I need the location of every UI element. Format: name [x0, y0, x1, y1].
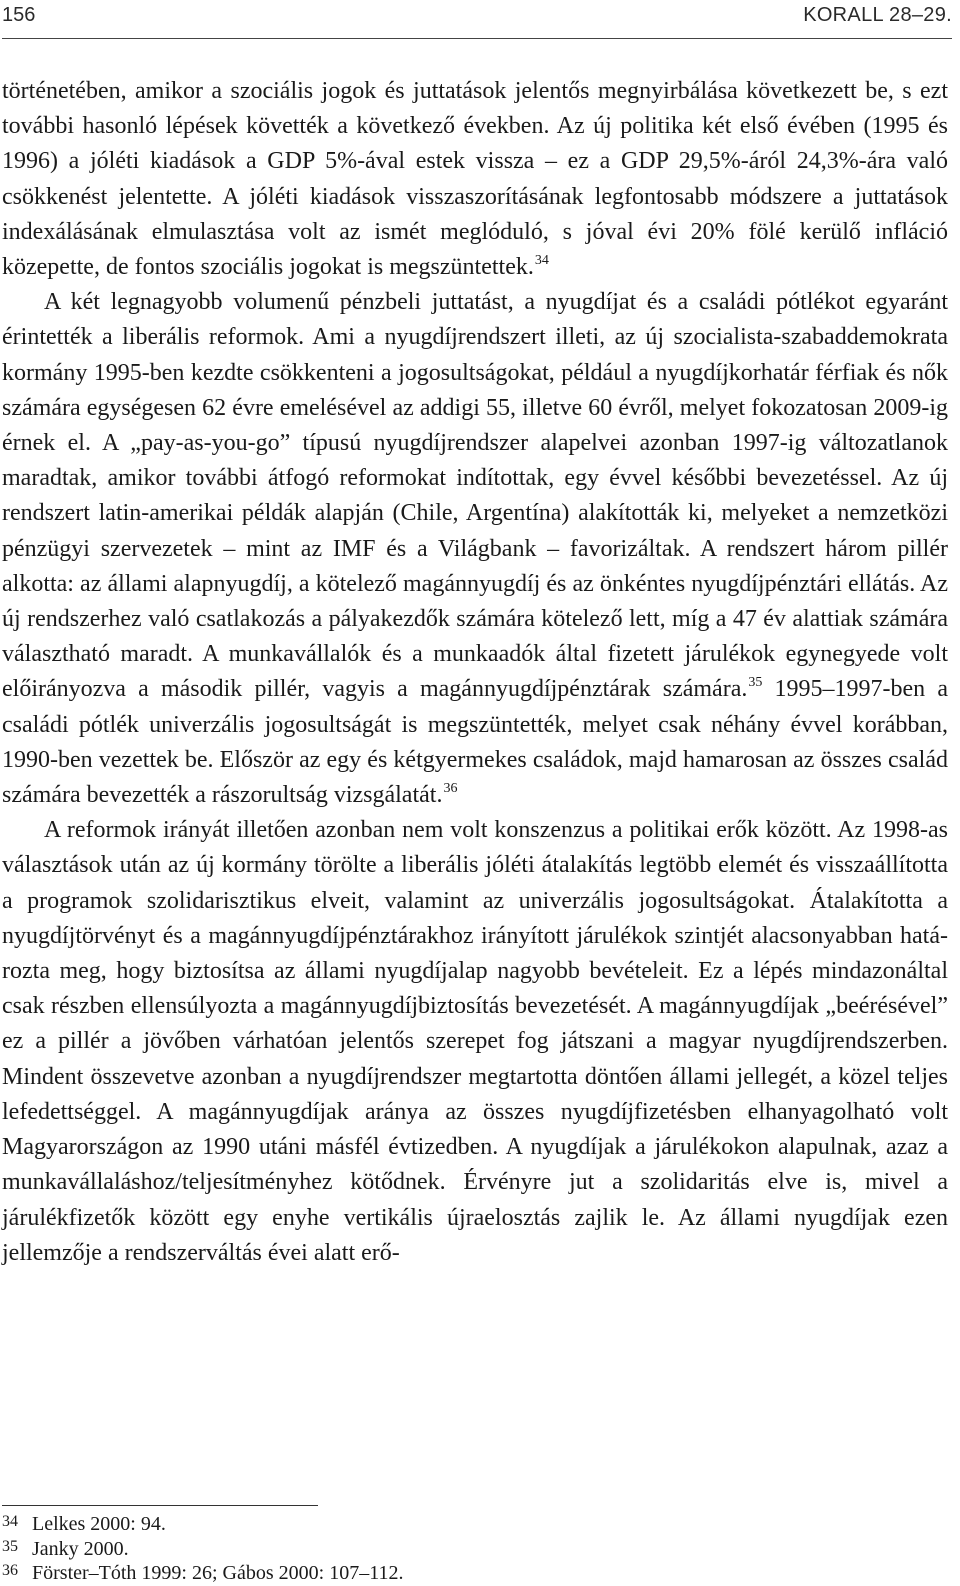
journal-title: KORALL 28–29.: [803, 4, 952, 26]
footnote-reference[interactable]: 34: [534, 253, 549, 269]
body-paragraph: [2, 813, 948, 1271]
page-number: 156: [2, 4, 36, 26]
body-paragraph: [2, 74, 948, 285]
footnote-item: [2, 1537, 902, 1562]
body-paragraph: [2, 285, 948, 813]
paragraph-text: történetében, amikor a szociális jogok és juttatások jelentős megnyirbálása következett be, s ezt további hasonló lépések követték a következő években. Az új politika két első évében (1995 és 1996) a jóléti kiadások a GDP 5%-ával estek vissza – ez a GDP 29,5%-áról 24,3%-ára való csökkenést jelentette. A jóléti kiadások visszaszorításának legfontosabb módszere a juttatások indexálásának elmulasztása volt az ismét meglóduló, s jóval évi 20% fölé kerülő infláció közepette, de fontos szociális jogokat is megszüntettek.: [2, 78, 948, 281]
footnote-number: 34: [2, 1513, 18, 1530]
footnote-reference[interactable]: 35: [748, 675, 763, 691]
footnote-text: Lelkes 2000: 94.: [32, 1513, 166, 1535]
running-header: [2, 0, 952, 39]
footnote-text: Janky 2000.: [32, 1537, 129, 1560]
paragraph-text: A két legnagyobb volumenű pénzbeli juttatást, a nyugdíjat és a családi pótlékot egyaránt érintették a liberális reformok. Ami a nyugdíjrendszert illeti, az új szocialista-szabaddemokrata kormány 1995-ben kezdte csökkenteni a jogosultságokat, például a nyugdíjkorhatár férfiak és nők számára egységesen 62 évre emelésével az addigi 55, illetve 60 évről, melyet fokozatosan 2009-ig érnek el. A „pay-as-you-go” típusú nyugdíjrendszer alapelvei azonban 1997-ig változatlanok maradtak, amikor további átfogó reformokat indítottak, egy évvel későbbi bevezetéssel. Az új rendszert latin-amerikai példák alapján (Chile, Argentína) alakították ki, melyeket a nemzetközi pénzügyi szervezetek – mint az IMF és a Világbank – favorizáltak. A rendszert három pillér alkotta: az állami alapnyugdíj, a kötelező magánnyugdíj és az önkéntes nyugdíjpénztári ellátás. Az új rendszerhez való csatlakozás a pályakezdők számára kötelező lett, míg a 47 év alattiak számára választható maradt. A munkavállalók és a munkaadók által fizetett járulékok egynegyede volt előirányozva a második pillér, vagyis a magánnyugdíjpénztárak számára.: [2, 289, 948, 703]
footnote-number: 35: [2, 1537, 18, 1555]
paragraph-text: A reformok irányát illetően azonban nem volt konszenzus a politikai erők között. Az 1998-as választások után az új kormány törölte a liberális jóléti átalakítás legtöbb elemét és visszaállította a programok szolidarisztikus elveit, valamint az univerzális jogosultságokat. Átalakította a nyugdíjtörvényt és a magánnyugdíjpénztárakhoz irányított járulékok szintjét alacsonyabban határozta meg, hogy biztosítsa az állami nyugdíjalap nagyobb bevételeit. Ez a lépés mindazonáltal csak részben ellensúlyozta a magánnyugdíjbiztosítás bevezetését. A magánnyugdíjak „beérésével” ez a pillér a jövőben várhatóan jelentős szerepet fog játszani a magyar nyugdíjrendszerben. Mindent összevetve azonban a nyugdíjrendszer megtartotta döntően állami jellegét, a közel teljes lefedettséggel. A magánnyugdíjak aránya az összes nyugdíjfizetésben elhanyagolható volt Magyarországon az 1990 utáni másfél évtizedben. A nyugdíjak a járulékokon alapulnak, azaz a munkavállaláshoz/teljesítményhez kötődnek. Érvényre jut a szolidaritás elve is, mivel a járulékfizetők között egy enyhe vertikális újraelosztás zajlik le. Az állami nyugdíjak ezen jellemzője a rendszerváltás évei alatt erő-: [2, 817, 948, 1266]
footnote-separator: [2, 1505, 318, 1506]
body-text: [2, 74, 948, 1271]
footnote-reference[interactable]: 36: [443, 781, 458, 797]
footnote-item: [2, 1561, 902, 1586]
footnote-number: 36: [2, 1562, 18, 1580]
footnote-item: [2, 1512, 902, 1537]
footnotes: [2, 1512, 902, 1586]
footnote-text: Förster–Tóth 1999: 26; Gábos 2000: 107–112.: [32, 1562, 404, 1585]
paragraph-text: 1995–1997-ben a családi pótlék univerzális jogosultságát is megszüntették, melyet csak néhány évvel korábban, 1990-ben vezettek be. Először az egy és kétgyermekes családok, majd hamarosan az összes család számára bevezették a rászorultság vizsgálatát.: [2, 676, 949, 809]
